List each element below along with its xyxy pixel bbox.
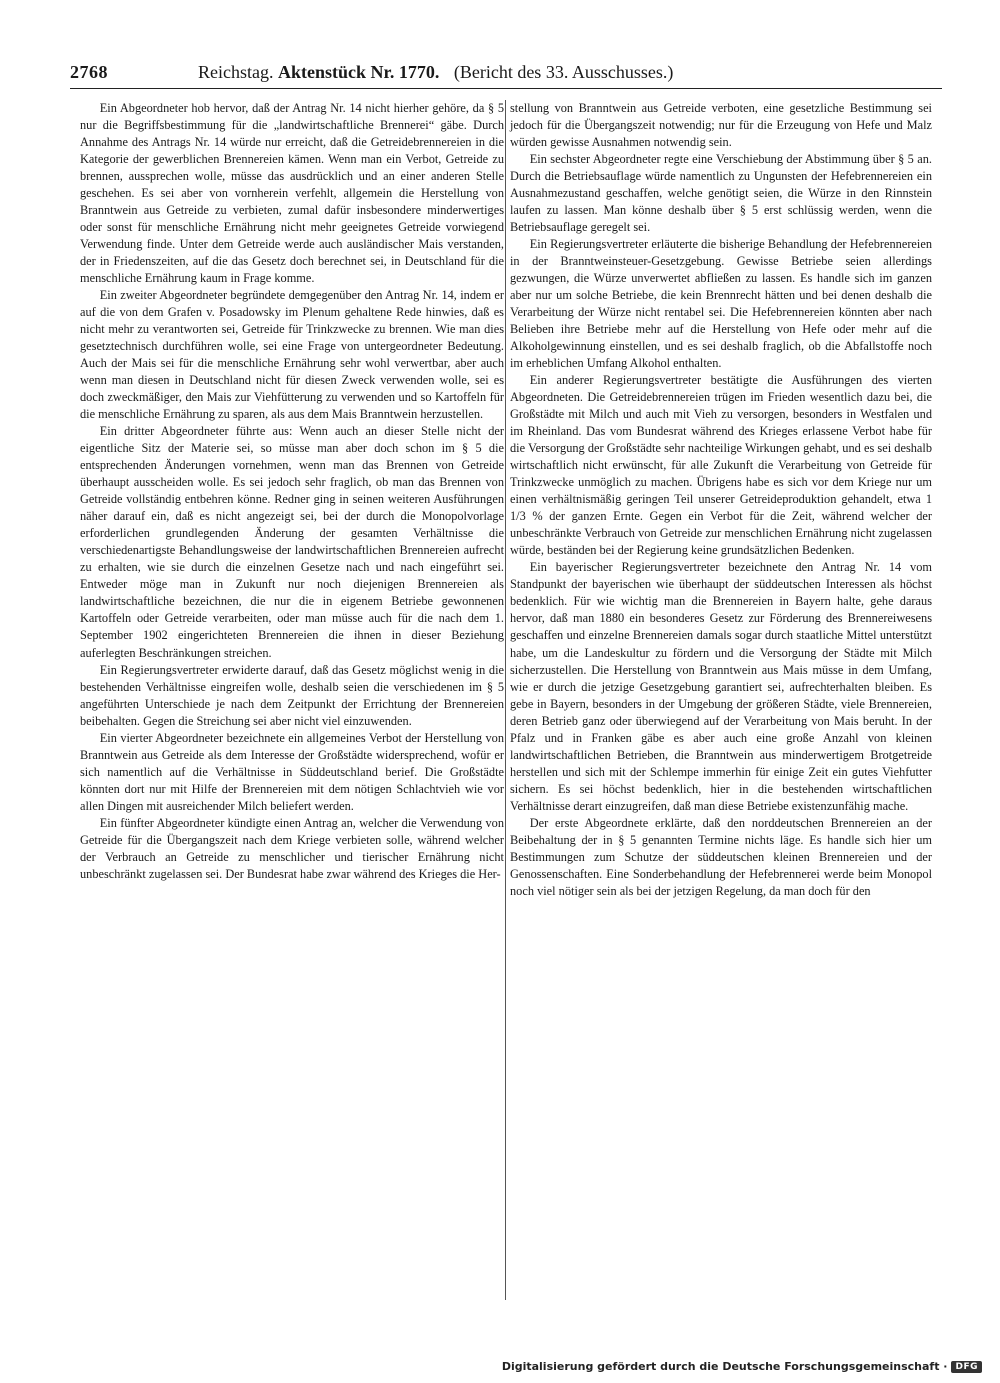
paragraph: Ein Regierungsvertreter erwiderte darauf, daß das Gesetz möglichst wenig in die bestehenden Verhältnisse eingreifen wolle, deshalb seien die verschiedenen im § 5 angeführten Unterschiede je nach dem Zeitpunkt der Errichtung der Brennereien beibehalten. Gegen die Streichung sei aber nicht viel einzuwenden. — [80, 662, 504, 728]
paragraph: Ein fünfter Abgeordneter kündigte einen Antrag an, welcher die Verwendung von Getreide für die Übergangszeit nach dem Kriege verbieten solle, während welcher der Verbrauch an Getreide zu menschlicher und tierischer Ernährung nicht unbeschränkt zugelassen sei. Der Bundesrat habe zwar während des Krieges die Her- — [80, 815, 504, 881]
title-reichstag: Reichstag. — [198, 62, 274, 82]
paragraph-continued: stellung von Branntwein aus Getreide verboten, eine gesetzliche Bestimmung sei jedoch für die Übergangszeit notwendig; nur für die Erzeugung von Hefe und Malz würden gewisse Ausnahmen notwendig sein. — [510, 101, 932, 150]
paragraph: Ein anderer Regierungsvertreter bestätigte die Ausführungen des vierten Abgeordneten. Die Getreidebrennereien trügen im Frieden wesentlich dazu bei, die Großstädte mit Milch und auch mit Vieh zu versorgen, besonders in Westfalen und im Rheinland. Das vom Bundesrat während des Krieges erlassene Verbot habe für die Versorgung der Großstädte sehr nachteilige Wirkungen gehabt, und es sei deshalb wirtschaftlich nicht erwünscht, für alle Zukunft die Verarbeitung von Getreide für Trinkzwecke unmöglich zu machen. Übrigens habe es sich vor dem Kriege nur um einen verhältnismäßig geringen Teil unserer Getreideproduktion gehandelt, etwa 1 1/3 % der ganzen Ernte. Gegen ein Verbot für die Zeit, während welcher der unbeschränkte Verbrauch von Getreide zur menschlichen Ernährung nicht zugelassen würde, beständen bei der Regierung keine grundsätzlichen Bedenken. — [510, 373, 932, 558]
column-divider — [505, 100, 506, 1300]
left-column — [80, 100, 504, 883]
page-number: 2768 — [70, 62, 108, 82]
digitization-credit — [502, 1360, 982, 1373]
dfg-logo: DFG — [951, 1361, 982, 1373]
paragraph: Ein Abgeordneter hob hervor, daß der Antrag Nr. 14 nicht hierher gehöre, da § 5 nur die Begriffsbestimmung für die „landwirtschaftliche Brennerei“ gäbe. Durch Annahme des Antrags Nr. 14 würde nur erreicht, daß die Getreidebrennereien in die Kategorie der gewerblichen Brennereien kämen. Wenn man ein Verbot, Getreide zu brennen, aussprechen wolle, müsse das ausdrücklich und an einer anderen Stelle geschehen. Es sei aber von vornherein verfehlt, allgemein die Herstellung von Branntwein aus Getreide zu verbieten, zumal dafür insbesondere minderwertiges oder sonst für menschliche Ernährung nicht mehr geeignetes Getreide vorwiegend Verwendung finde. Unter dem Getreide werde auch ausländischer Mais verstanden, der in Friedenszeiten, auf die das Gesetz doch berechnet sei, in Deutschland für die menschliche Ernährung kaum in Frage komme. — [80, 101, 504, 286]
paragraph: Ein zweiter Abgeordneter begründete demgegenüber den Antrag Nr. 14, indem er auf die von dem Grafen v. Posadowsky im Plenum gehaltene Rede hinwies, daß es nicht mehr zu verantworten sei, Getreide für Trinkzwecke zu brennen. Wie man dies gesetztechnisch durchführen wolle, sei eine Frage von untergeordneter Bedeutung. Auch der Mais sei für die menschliche Ernährung sehr wohl verwertbar, aber auch wenn man diesen in Deutschland nicht für diesen Zweck verwenden wolle, sei es doch zweckmäßiger, den Mais zur Viehfütterung zu verwenden und so Kartoffeln für die menschliche Ernährung zu sparen, als aus dem Mais Branntwein herzustellen. — [80, 288, 504, 422]
running-title — [198, 62, 673, 83]
right-column — [510, 100, 932, 900]
title-document-number: Aktenstück Nr. 1770. — [277, 62, 440, 82]
paragraph: Ein sechster Abgeordneter regte eine Verschiebung der Abstimmung über § 5 an. Durch die Betriebsauflage würde namentlich zu Ungunsten der Hefebrennereien ein Ausnahmezustand geschaffen, welche genötigt seien, die Würze in den Rinnstein laufen zu lassen. Man könne deshalb über § 5 erst schlüssig werden, wenn die Betriebsauflage geregelt sei. — [510, 152, 932, 235]
paragraph: Der erste Abgeordnete erklärte, daß den norddeutschen Brennereien an der Beibehaltung der in § 5 genannten Termine nichts läge. Es handle sich hier um Bestimmungen zum Schutze der süddeutschen kleinen Brennereien und der Genossenschaften. Eine Sonderbehandlung der Hefebrennerei werde beim Monopol noch viel nötiger sein als bei der jetzigen Regelung, da man doch für den — [510, 815, 932, 898]
paragraph: Ein dritter Abgeordneter führte aus: Wenn auch an dieser Stelle nicht der eigentliche Sitz der Materie sei, so müsse man aber doch schon im § 5 die entsprechenden Änderungen vornehmen, wenn man das Brennen von Getreide überhaupt ausscheiden wolle. Es sei jedoch sehr fraglich, ob man das Brennen von Getreide vollständig entbehren könne. Redner ging in seinen weiteren Ausführungen näher darauf ein, daß es nicht angezeigt sei, bei der durch die Monopolvorlage erforderlichen grundlegenden Änderung der gesamten Verhältnisse die verschiedenartigste Behandlungsweise der landwirtschaftlichen Brennereien aufrecht zu erhalten, wie sie durch die einzelnen Gesetze nach und nach eingeführt sei. Entweder möge man in Zukunft nur noch diejenigen Brennereien als landwirtschaftliche bezeichnen, die nur die in eigenem Betriebe gewonnenen Kartoffeln oder Getreide verarbeiten, oder man müsse auch für die nach dem 1. September 1902 eingerichteten Brennereien die ihnen in dieser Beziehung auferlegten Beschränkungen streichen. — [80, 424, 504, 660]
paragraph: Ein Regierungsvertreter erläuterte die bisherige Behandlung der Hefebrennereien in der Branntweinsteuer-Gesetzgebung. Gewisse Betriebe seien allerdings gezwungen, die Würze unverwertet abfließen zu lassen. Es handle sich im ganzen aber nur um solche Betriebe, die kein Brennrecht hätten und bei denen deshalb die Verarbeitung der Würze nicht rentabel sei. Die Hefebrennereien könnten aber nach Belieben ihre Betriebe mehr auf die Herstellung von Hefe oder mehr auf die Alkoholgewinnung einstellen, und es sei deshalb fraglich, ob die Abfallstoffe noch im erheblichen Umfang Alkohol enthalten. — [510, 237, 932, 371]
paragraph: Ein vierter Abgeordneter bezeichnete ein allgemeines Verbot der Herstellung von Branntwein aus Getreide als dem Interesse der Großstädte widersprechend, wofür er sich namentlich auf die Verhältnisse in Süddeutschland berief. Die Großstädte könnten dort nur mit Hilfe der Brennereien mit dem nötigen Schlachtvieh wie vor allen Dingen mit ausreichender Milch beliefert werden. — [80, 730, 504, 813]
page-header — [70, 62, 942, 89]
paragraph: Ein bayerischer Regierungsvertreter bezeichnete den Antrag Nr. 14 vom Standpunkt der bayerischen wie überhaupt der süddeutschen Interessen als höchst bedenklich. Für wie wichtig man die Brennereien in Bayern halte, gehe daraus hervor, daß man 1880 ein besonderes Gesetz zur Förderung des Brennereiwesens geschaffen und einzelne Brennereien damals sogar durch staatliche Mittel unterstützt habe, um die Landeskultur zu fördern und die Versorgung der Städte mit Milch sicherzustellen. Die Herstellung von Branntwein aus Mais müsse in dem Umfang, wie er durch die jetzige Gesetzgebung garantiert sei, aufrechterhalten bleiben. Es gebe in Bayern, besonders in der Umgebung der größeren Städte, viele Brennereien, deren Betrieb ganz oder überwiegend auf der Verarbeitung von Mais beruht. In der Pfalz und in Franken gäbe es aber auch eine große Anzahl von kleinen landwirtschaftlichen Betrieben, die Branntwein aus minderwertigem Brotgetreide herstellen und sich mit der Schlempe immerhin für einige Zeit ein gutes Viehfutter sichern. Es sei höchst bedenklich, hier in die bestehenden wirtschaftlichen Verhältnisse derart einzugreifen, daß man diese Betriebe existenzunfähig mache. — [510, 560, 932, 813]
credit-text: Digitalisierung gefördert durch die Deutsche Forschungsgemeinschaft · — [501, 1360, 948, 1373]
title-report: (Bericht des 33. Ausschusses.) — [453, 62, 674, 82]
